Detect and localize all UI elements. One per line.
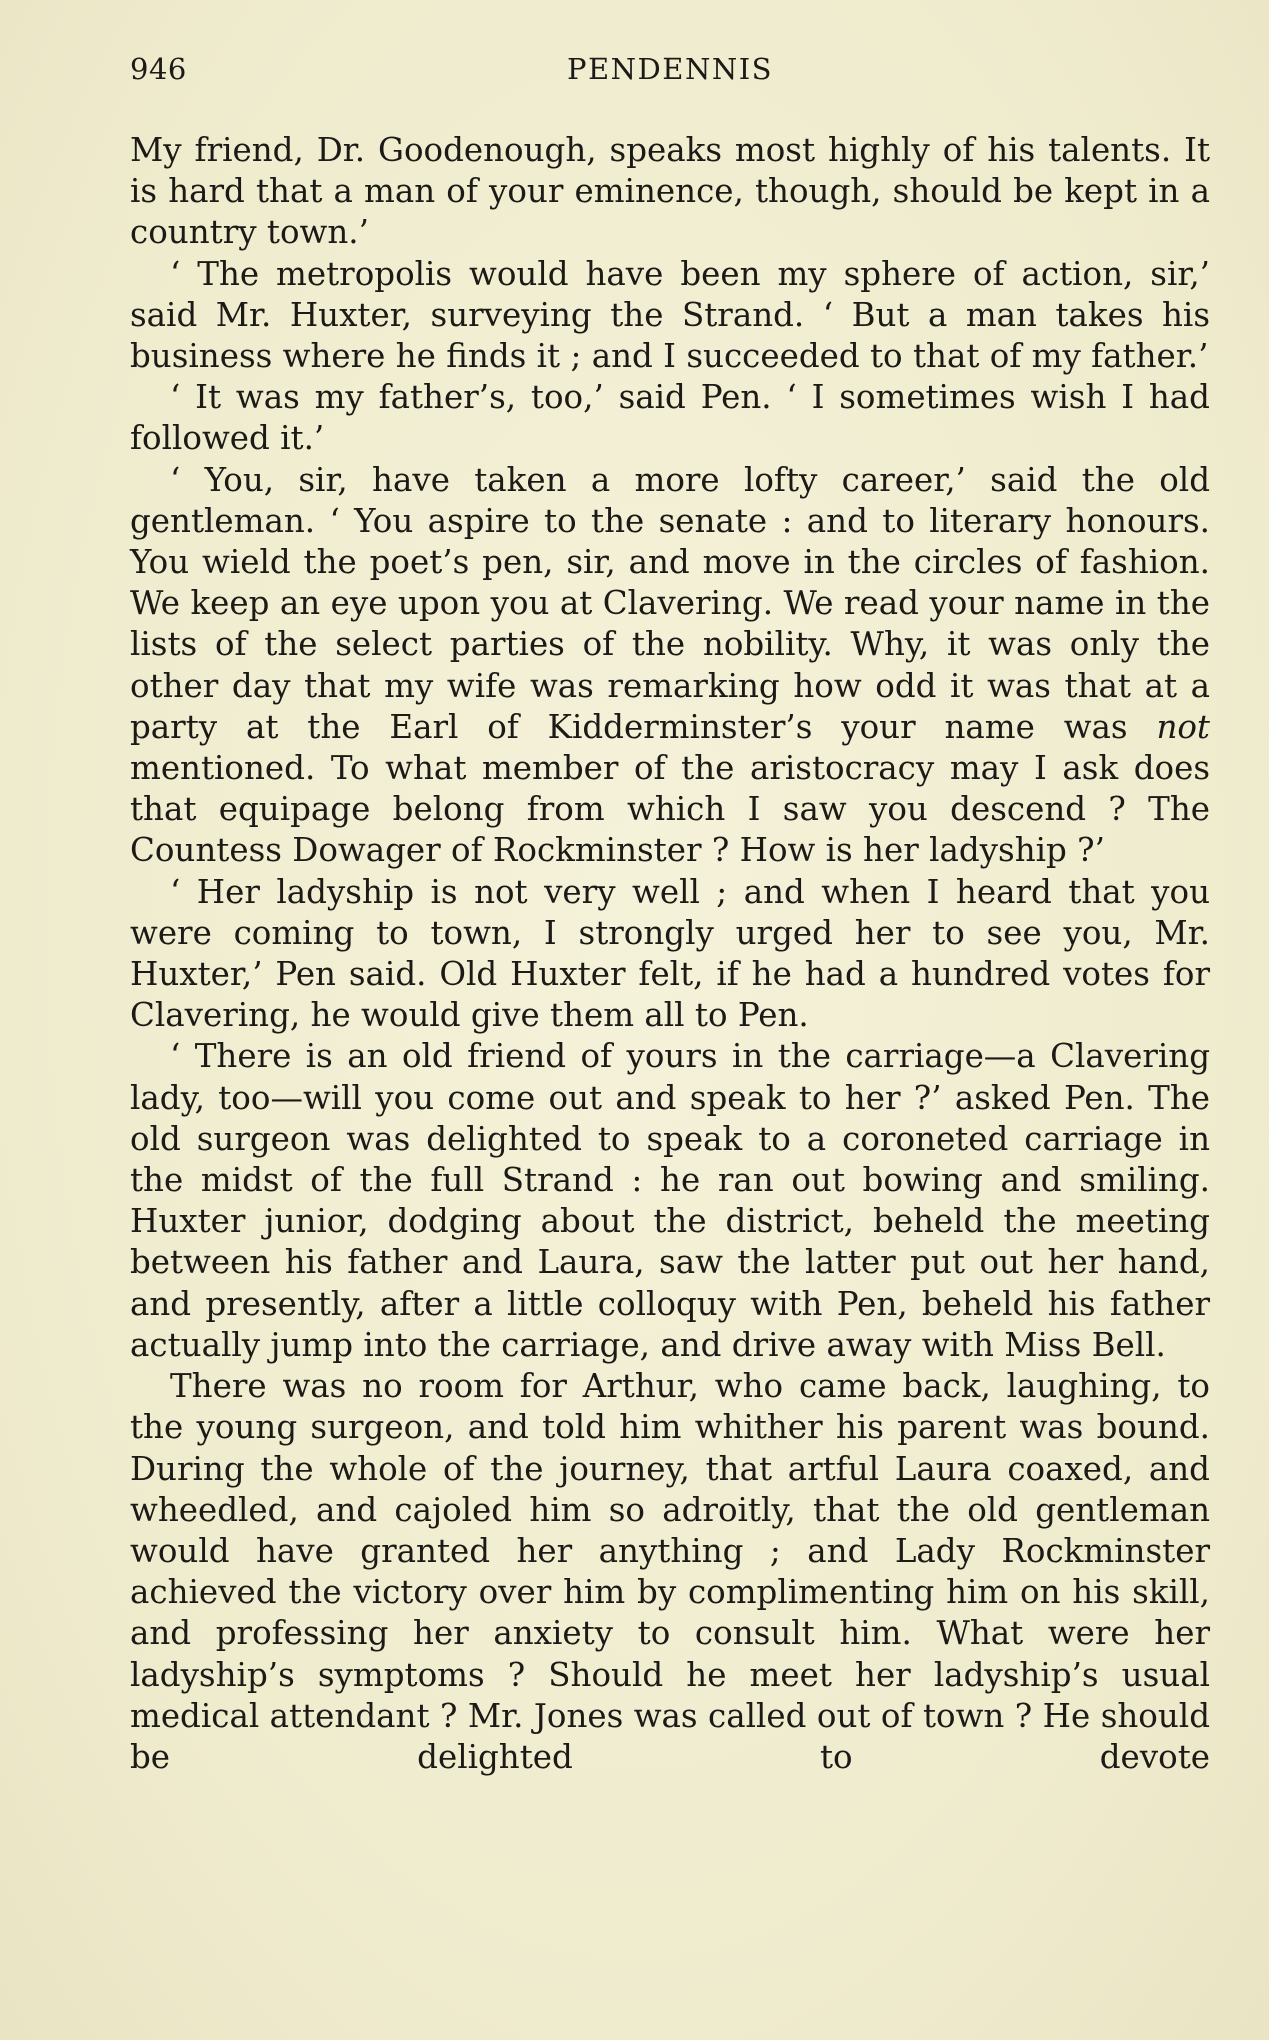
running-title: PENDENNIS: [566, 52, 774, 86]
paragraph-4: [130, 460, 1210, 872]
paragraph-7: There was no room for Arthur, who came back, laughing, to the young surgeon, and told him whither his parent was bound. During the whole of the journey, that artful Laura coaxed, and wheedled, and cajoled him so adroitly, that the old gentleman would have granted her anything ; and Lady Rockminster achieved the victory over him by complimenting him on his skill, and professing her anxiety to consult him. What were her ladyship’s symptoms ? Should he meet her ladyship’s usual medical attendant ? Mr. Jones was called out of town ? He should be delighted to devote: [130, 1367, 1210, 1776]
text-body: [130, 130, 1210, 1778]
paragraph-3: ‘ It was my father’s, too,’ said Pen. ‘ I sometimes wish I had followed it.’: [130, 378, 1210, 458]
paragraph-4-text-after: mentioned. To what member of the aristocracy may I ask does that equipage belong from which I saw you descend ? The Countess Dowager of Rockminster ? How is her ladyship ?’: [130, 749, 1210, 870]
running-head: [130, 52, 1210, 96]
paragraph-4-text-before: ‘ You, sir, have taken a more lofty career,’ said the old gentleman. ‘ You aspire to the senate : and to literary honours. You wield the poet’s pen, sir, and move in the circles of fashion. We keep an eye upon you at Clavering. We read your name in the lists of the select parties of the nobility. Why, it was only the other day that my wife was remarking how odd it was that at a party at the Earl of Kidderminster’s your name was: [130, 460, 1210, 746]
paragraph-4-emphasis: not: [1156, 707, 1210, 746]
paragraph-5: ‘ Her ladyship is not very well ; and when I heard that you were coming to town, I strongly urged her to see you, Mr. Huxter,’ Pen said. Old Huxter felt, if he had a hundred votes for Clavering, he would give them all to Pen.: [130, 872, 1210, 1035]
paragraph-6: ‘ There is an old friend of yours in the carriage—a Clavering lady, too—will you come out and speak to her ?’ asked Pen. The old surgeon was delighted to speak to a coroneted carriage in the midst of the full Strand : he ran out bowing and smiling. Huxter junior, dodging about the district, beheld the meeting between his father and Laura, saw the latter put out her hand, and presently, after a little colloquy with Pen, beheld his father actually jump into the carriage, and drive away with Miss Bell.: [130, 1037, 1210, 1364]
paragraph-1: My friend, Dr. Goodenough, speaks most highly of his talents. It is hard that a man of your eminence, though, should be kept in a country town.’: [130, 131, 1210, 252]
paragraph-2: ‘ The metropolis would have been my sphere of action, sir,’ said Mr. Huxter, surveying the Strand. ‘ But a man takes his business where he finds it ; and I succeeded to that of my father.’: [130, 254, 1210, 376]
page-number: 946: [130, 52, 187, 86]
